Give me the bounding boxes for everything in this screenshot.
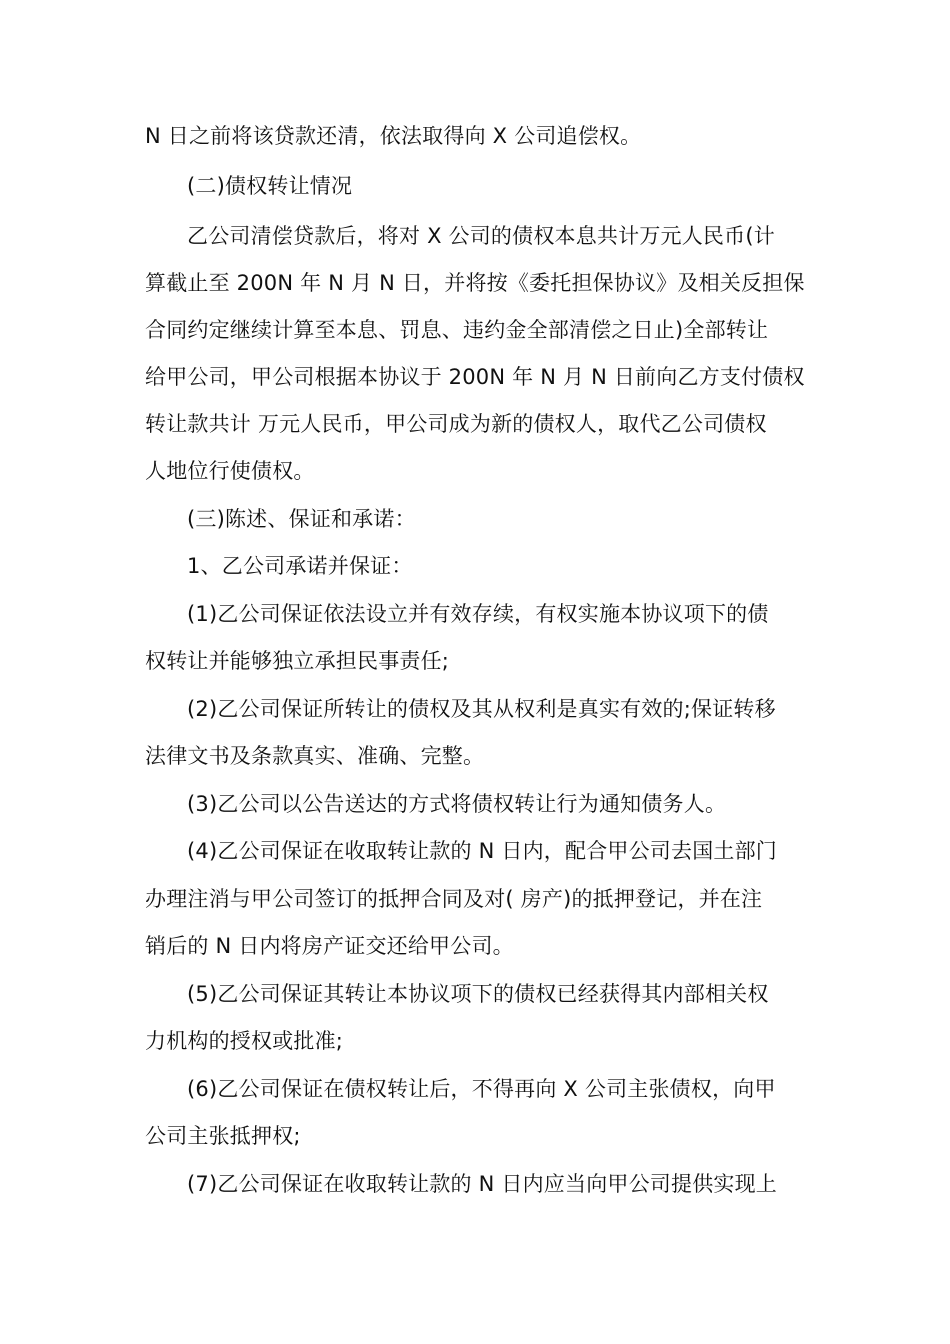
text-line-2: (二)债权转让情况 <box>187 174 353 198</box>
text-line-10: 1、乙公司承诺并保证： <box>187 554 413 578</box>
text-line-19: (5)乙公司保证其转让本协议项下的债权已经获得其内部相关权 <box>187 982 769 1006</box>
text-line-14: 法律文书及条款真实、准确、完整。 <box>145 744 485 768</box>
text-line-23: (7)乙公司保证在收取转让款的 N 日内应当向甲公司提供实现上 <box>187 1172 778 1196</box>
text-line-3: 乙公司清偿贷款后，将对 X 公司的债权本息共计万元人民币(计 <box>187 224 775 248</box>
text-line-17: 办理注消与甲公司签订的抵押合同及对( 房产)的抵押登记，并在注 <box>145 887 763 911</box>
text-line-18: 销后的 N 日内将房产证交还给甲公司。 <box>145 934 514 958</box>
text-line-20: 力机构的授权或批准; <box>145 1029 344 1053</box>
text-line-13: (2)乙公司保证所转让的债权及其从权利是真实有效的;保证转移 <box>187 697 776 721</box>
text-line-22: 公司主张抵押权; <box>145 1124 301 1148</box>
text-line-5: 合同约定继续计算至本息、罚息、违约金全部清偿之日止)全部转让 <box>145 318 769 342</box>
text-line-11: (1)乙公司保证依法设立并有效存续，有权实施本协议项下的债 <box>187 602 769 626</box>
text-line-7: 转让款共计 万元人民币，甲公司成为新的债权人，取代乙公司债权 <box>145 412 767 436</box>
text-line-15: (3)乙公司以公告送达的方式将债权转让行为通知债务人。 <box>187 792 727 816</box>
text-line-9: (三)陈述、保证和承诺： <box>187 507 416 531</box>
text-line-21: (6)乙公司保证在债权转让后，不得再向 X 公司主张债权，向甲 <box>187 1077 776 1101</box>
text-line-1: N 日之前将该贷款还清，依法取得向 X 公司追偿权。 <box>145 124 642 148</box>
text-line-4: 算截止至 200N 年 N 月 N 日，并将按《委托担保协议》及相关反担保 <box>145 271 805 295</box>
text-line-12: 权转让并能够独立承担民事责任; <box>145 649 450 673</box>
text-line-16: (4)乙公司保证在收取转让款的 N 日内，配合甲公司去国土部门 <box>187 839 778 863</box>
text-line-6: 给甲公司，甲公司根据本协议于 200N 年 N 月 N 日前向乙方支付债权 <box>145 365 805 389</box>
text-line-8: 人地位行使债权。 <box>145 459 315 483</box>
